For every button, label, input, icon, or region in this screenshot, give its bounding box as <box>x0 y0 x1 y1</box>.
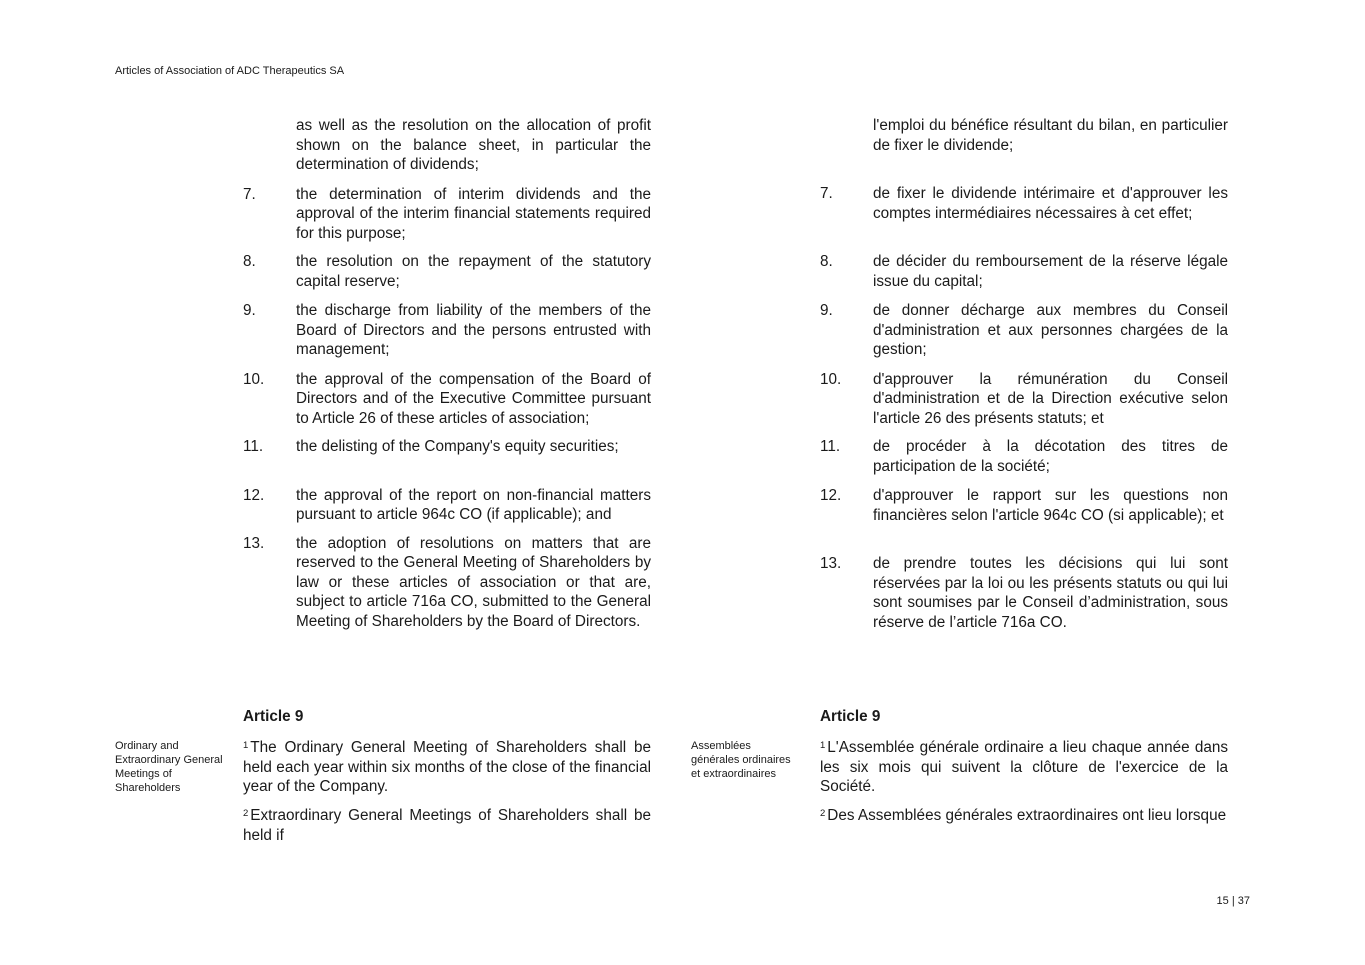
list-item <box>243 486 651 525</box>
paragraph-number: 2 <box>820 808 826 819</box>
margin-note: Assemblées générales ordinaires et extraordinaires <box>691 740 791 780</box>
item-text: the approval of the compensation of the Board of Directors and of the Executive Committee pursuant to Article 26 of these articles of association; <box>296 370 651 427</box>
list-item <box>243 437 651 457</box>
list-item <box>820 486 1228 525</box>
paragraph-number: 1 <box>243 740 249 751</box>
item-number: 12. <box>820 487 842 504</box>
item-text: de fixer le dividende intérimaire et d'approuver les comptes intermédiaires nécessaires à cet effet; <box>873 185 1228 222</box>
item-text: the discharge from liability of the members of the Board of Directors and the persons entrusted with management; <box>296 302 651 358</box>
list-item <box>820 370 1228 429</box>
item-text: de décider du remboursement de la réserve légale issue du capital; <box>873 253 1228 290</box>
item-text: de prendre toutes les décisions qui lui sont réservées par la loi ou les présents statuts ou qui lui sont soumises par le Conseil d’administration, sous réserve de l’article 716a CO. <box>873 555 1228 631</box>
paragraph-2 <box>243 806 651 845</box>
paragraph-2 <box>820 806 1228 826</box>
paragraph-text: Des Assemblées générales extraordinaires ont lieu lorsque <box>827 807 1227 824</box>
list-item <box>820 184 1228 223</box>
paragraph-number: 2 <box>243 808 249 819</box>
paragraph-1 <box>820 738 1228 797</box>
paragraph-number: 1 <box>820 740 826 751</box>
continuation-text: l'emploi du bénéfice résultant du bilan, en particulier de fixer le dividende; <box>873 117 1228 154</box>
item-text: de procéder à la décotation des titres de participation de la société; <box>873 438 1228 475</box>
item-number: 11. <box>820 438 841 455</box>
item-number: 10. <box>243 370 265 388</box>
item-number: 13. <box>243 534 265 552</box>
item-number: 11. <box>243 438 264 455</box>
item-text: the determination of interim dividends and the approval of the interim financial statements required for this purpose; <box>296 185 651 242</box>
item-number: 7. <box>820 185 833 202</box>
paragraph-text: The Ordinary General Meeting of Shareholders shall be held each year within six months of the close of the financial year of the Company. <box>243 739 651 795</box>
list-item <box>820 252 1228 291</box>
item-number: 13. <box>820 555 842 572</box>
list-item <box>820 437 1228 476</box>
article-title: Article 9 <box>820 708 881 725</box>
item-text: the adoption of resolutions on matters that are reserved to the General Meeting of Shareholders by law or these articles of association or that are, subject to article 716a CO, submitted to the General Meeting of Shareholders by the Board of Directors. <box>296 534 651 630</box>
paragraph-text: Extraordinary General Meetings of Shareholders shall be held if <box>243 807 651 844</box>
item-number: 12. <box>243 486 265 504</box>
paragraph-1 <box>243 738 651 797</box>
paragraph-text: L'Assemblée générale ordinaire a lieu chaque année dans les six mois qui suivent la clôture de l'exercice de la Société. <box>820 739 1228 795</box>
item-text: d'approuver le rapport sur les questions non financières selon l'article 964c CO (si applicable); et <box>873 487 1228 524</box>
english-column <box>243 116 651 631</box>
item-number: 8. <box>820 253 833 270</box>
list-item <box>243 252 651 291</box>
page-number: 15 | 37 <box>1216 895 1250 907</box>
item-text: the approval of the report on non-financial matters pursuant to article 964c CO (if applicable); and <box>296 486 651 523</box>
list-item <box>820 301 1228 360</box>
continuation-text: as well as the resolution on the allocation of profit shown on the balance sheet, in particular the determination of dividends; <box>296 117 651 173</box>
article-title: Article 9 <box>243 708 304 725</box>
list-item <box>820 554 1228 632</box>
document-header: Articles of Association of ADC Therapeutics SA <box>115 65 345 77</box>
list-item <box>243 534 651 632</box>
margin-note: Ordinary and Extraordinary General Meetings of Shareholders <box>115 740 223 794</box>
french-column <box>820 116 1228 632</box>
item-number: 9. <box>820 302 833 319</box>
item-number: 10. <box>820 370 842 388</box>
list-item <box>243 301 651 360</box>
item-text: the resolution on the repayment of the statutory capital reserve; <box>296 253 651 290</box>
item-text: de donner décharge aux membres du Conseil d'administration et aux personnes chargées de la gestion; <box>873 302 1228 358</box>
list-item <box>243 370 651 429</box>
item-number: 8. <box>243 253 256 270</box>
item-number: 9. <box>243 302 256 319</box>
item-number: 7. <box>243 185 256 203</box>
list-item <box>243 185 651 244</box>
item-text: d'approuver la rémunération du Conseil d'administration et de la Direction exécutive selon l'article 26 des présents statuts; et <box>873 370 1228 427</box>
item-text: the delisting of the Company's equity securities; <box>296 438 619 455</box>
